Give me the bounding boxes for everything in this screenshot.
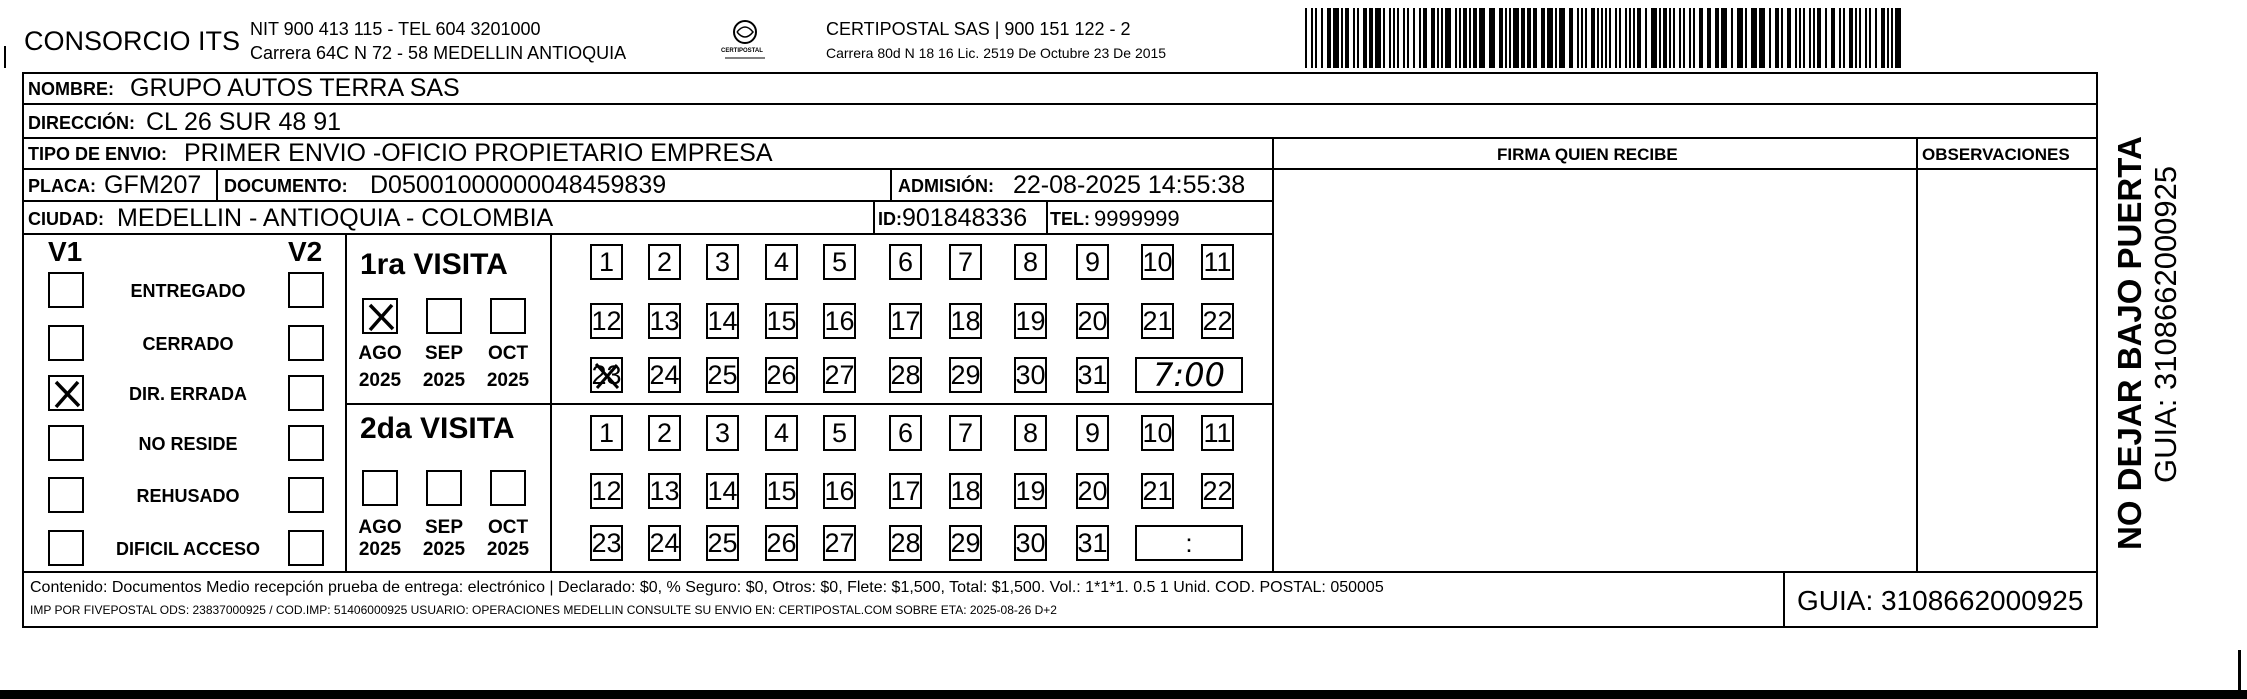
- visit-title: 1ra VISITA: [360, 248, 508, 281]
- day-cell[interactable]: 14: [706, 303, 739, 339]
- id-label: ID:: [878, 209, 902, 229]
- day-cell[interactable]: 7: [949, 244, 982, 280]
- x-mark-icon: [365, 301, 397, 338]
- v1-checkbox[interactable]: [48, 477, 84, 513]
- day-cell[interactable]: 18: [949, 473, 982, 509]
- v1-checkbox[interactable]: [48, 325, 84, 361]
- admision-label: ADMISIÓN:: [898, 176, 994, 196]
- day-cell[interactable]: 18: [949, 303, 982, 339]
- month-checkbox[interactable]: [490, 298, 526, 334]
- v2-checkbox[interactable]: [288, 272, 324, 308]
- month-label: OCT: [487, 517, 529, 538]
- month-label: SEP: [424, 517, 464, 538]
- day-cell[interactable]: 22: [1201, 473, 1234, 509]
- courier-name: CERTIPOSTAL SAS | 900 151 122 - 2: [826, 19, 1131, 39]
- month-label: AGO: [358, 517, 402, 538]
- day-cell[interactable]: 19: [1014, 303, 1047, 339]
- status-label: REHUSADO: [136, 486, 240, 506]
- edge-mark: [4, 46, 6, 68]
- month-checkbox[interactable]: [426, 470, 462, 506]
- month-checkbox[interactable]: [426, 298, 462, 334]
- v2-checkbox[interactable]: [288, 530, 324, 566]
- day-cell[interactable]: 8: [1014, 244, 1047, 280]
- day-cell[interactable]: 10: [1141, 415, 1174, 451]
- side-guia: GUIA: 3108662000925: [2148, 165, 2183, 483]
- v2-checkbox[interactable]: [288, 425, 324, 461]
- documento-value: D05001000000048459839: [370, 171, 667, 199]
- day-cell[interactable]: 25: [706, 357, 739, 393]
- bottom-border: [0, 690, 2247, 699]
- company-name: CONSORCIO ITS: [24, 26, 241, 56]
- day-cell[interactable]: 6: [889, 244, 922, 280]
- day-cell[interactable]: 29: [949, 357, 982, 393]
- time-field[interactable]: :: [1135, 525, 1243, 561]
- day-cell[interactable]: 27: [823, 357, 856, 393]
- tipo-envio-label: TIPO DE ENVIO:: [28, 144, 168, 164]
- day-cell[interactable]: 26: [765, 357, 798, 393]
- day-cell[interactable]: 20: [1076, 473, 1109, 509]
- day-cell[interactable]: 10: [1141, 244, 1174, 280]
- day-cell[interactable]: 21: [1141, 473, 1174, 509]
- observaciones-header: OBSERVACIONES: [1922, 145, 2070, 164]
- day-cell[interactable]: 23: [590, 357, 623, 393]
- documento-label: DOCUMENTO:: [224, 176, 348, 196]
- day-cell[interactable]: 13: [648, 303, 681, 339]
- status-label: DIFICIL ACCESO: [115, 539, 261, 559]
- footer-contenido: Contenido: Documentos Medio recepción prueba de entrega: electrónico | Declarado: $0, % Seguro: $0, Otros: $0, Flete: $1,500, Total: $1,500. Vol.: 1*1*1. 0.5 1 Unid. COD. POSTAL: 050005: [30, 579, 1384, 596]
- day-cell[interactable]: 8: [1014, 415, 1047, 451]
- tipo-envio-value: PRIMER ENVIO -OFICIO PROPIETARIO EMPRESA: [184, 139, 773, 167]
- logo-text: CERTIPOSTAL: [721, 48, 763, 54]
- day-cell[interactable]: 16: [823, 303, 856, 339]
- admision-value: 22-08-2025 14:55:38: [1013, 171, 1246, 199]
- day-cell[interactable]: 29: [949, 525, 982, 561]
- month-checkbox[interactable]: [362, 298, 398, 334]
- v1-header: V1: [48, 236, 83, 267]
- side-warning: NO DEJAR BAJO PUERTA: [2111, 136, 2148, 550]
- certipostal-logo: [715, 18, 775, 62]
- day-cell[interactable]: 26: [765, 525, 798, 561]
- footer-imp: IMP POR FIVEPOSTAL ODS: 23837000925 / COD.IMP: 51406000925 USUARIO: OPERACIONES MEDELLIN CONSULTE SU ENVIO EN: CERTIPOSTAL.COM SOBRE ETA: 2025-08-26 D+2: [30, 603, 1057, 617]
- day-cell[interactable]: 19: [1014, 473, 1047, 509]
- day-cell[interactable]: 25: [706, 525, 739, 561]
- day-cell[interactable]: 30: [1014, 525, 1047, 561]
- x-mark-icon: [51, 378, 83, 415]
- day-cell[interactable]: 15: [765, 473, 798, 509]
- day-cell[interactable]: 11: [1201, 415, 1234, 451]
- x-mark-icon: [592, 360, 622, 399]
- day-cell[interactable]: 2: [648, 415, 681, 451]
- day-cell[interactable]: 5: [823, 415, 856, 451]
- status-label: DIR. ERRADA: [128, 384, 248, 404]
- day-cell[interactable]: 31: [1076, 525, 1109, 561]
- right-border: [2238, 650, 2241, 690]
- v1-checkbox[interactable]: [48, 272, 84, 308]
- day-cell[interactable]: 15: [765, 303, 798, 339]
- v1-checkbox[interactable]: [48, 375, 84, 411]
- ciudad-label: CIUDAD:: [28, 209, 104, 229]
- company-address: Carrera 64C N 72 - 58 MEDELLIN ANTIOQUIA: [250, 43, 627, 63]
- month-checkbox[interactable]: [490, 470, 526, 506]
- day-cell[interactable]: 12: [590, 473, 623, 509]
- barcode: [1305, 8, 1901, 68]
- tel-value: 9999999: [1094, 206, 1180, 231]
- day-cell[interactable]: 23: [590, 525, 623, 561]
- month-checkbox[interactable]: [362, 470, 398, 506]
- v1-checkbox[interactable]: [48, 530, 84, 566]
- day-cell[interactable]: 20: [1076, 303, 1109, 339]
- day-cell[interactable]: 16: [823, 473, 856, 509]
- year-label: 2025: [358, 370, 402, 391]
- day-cell[interactable]: 24: [648, 525, 681, 561]
- day-cell[interactable]: 6: [889, 415, 922, 451]
- status-label: ENTREGADO: [130, 281, 246, 301]
- direccion-value: CL 26 SUR 48 91: [146, 108, 342, 136]
- day-cell[interactable]: 14: [706, 473, 739, 509]
- day-cell[interactable]: 2: [648, 244, 681, 280]
- v2-checkbox[interactable]: [288, 375, 324, 411]
- day-cell[interactable]: 24: [648, 357, 681, 393]
- day-cell[interactable]: 27: [823, 525, 856, 561]
- month-label: SEP: [424, 343, 464, 364]
- v1-checkbox[interactable]: [48, 425, 84, 461]
- year-label: 2025: [358, 539, 402, 560]
- day-cell[interactable]: 1: [590, 244, 623, 280]
- day-cell[interactable]: 3: [706, 415, 739, 451]
- day-cell[interactable]: 28: [889, 357, 922, 393]
- year-label: 2025: [422, 539, 466, 560]
- day-cell[interactable]: 3: [706, 244, 739, 280]
- ciudad-value: MEDELLIN - ANTIOQUIA - COLOMBIA: [117, 204, 554, 232]
- day-cell[interactable]: 4: [765, 415, 798, 451]
- nombre-value: GRUPO AUTOS TERRA SAS: [130, 74, 460, 102]
- company-nit: NIT 900 413 115 - TEL 604 3201000: [250, 19, 541, 39]
- day-cell[interactable]: 17: [889, 303, 922, 339]
- day-cell[interactable]: 9: [1076, 244, 1109, 280]
- year-label: 2025: [422, 370, 466, 391]
- month-label: OCT: [487, 343, 529, 364]
- day-cell[interactable]: 21: [1141, 303, 1174, 339]
- day-cell[interactable]: 28: [889, 525, 922, 561]
- day-cell[interactable]: 12: [590, 303, 623, 339]
- id-value: 901848336: [902, 204, 1028, 232]
- day-cell[interactable]: 9: [1076, 415, 1109, 451]
- nombre-label: NOMBRE:: [28, 79, 114, 99]
- day-cell[interactable]: 17: [889, 473, 922, 509]
- day-cell[interactable]: 13: [648, 473, 681, 509]
- tel-label: TEL:: [1050, 209, 1090, 229]
- day-cell[interactable]: 22: [1201, 303, 1234, 339]
- time-field[interactable]: 7:00: [1135, 357, 1243, 393]
- placa-label: PLACA:: [28, 176, 96, 196]
- day-cell[interactable]: 30: [1014, 357, 1047, 393]
- day-cell[interactable]: 1: [590, 415, 623, 451]
- status-label: CERRADO: [142, 334, 234, 354]
- placa-value: GFM207: [104, 171, 202, 199]
- year-label: 2025: [486, 539, 530, 560]
- v2-checkbox[interactable]: [288, 477, 324, 513]
- courier-address: Carrera 80d N 18 16 Lic. 2519 De Octubre 23 De 2015: [826, 45, 1167, 61]
- day-cell[interactable]: 4: [765, 244, 798, 280]
- month-label: AGO: [358, 343, 402, 364]
- direccion-label: DIRECCIÓN:: [28, 113, 135, 133]
- day-cell[interactable]: 11: [1201, 244, 1234, 280]
- day-cell[interactable]: 7: [949, 415, 982, 451]
- day-cell[interactable]: 31: [1076, 357, 1109, 393]
- footer-guia: GUIA: 3108662000925: [1797, 585, 2084, 616]
- status-label: NO RESIDE: [138, 434, 238, 454]
- year-label: 2025: [486, 370, 530, 391]
- firma-header: FIRMA QUIEN RECIBE: [1497, 145, 1678, 164]
- v2-header: V2: [288, 236, 323, 267]
- v2-checkbox[interactable]: [288, 325, 324, 361]
- day-cell[interactable]: 5: [823, 244, 856, 280]
- visit-title: 2da VISITA: [360, 412, 515, 445]
